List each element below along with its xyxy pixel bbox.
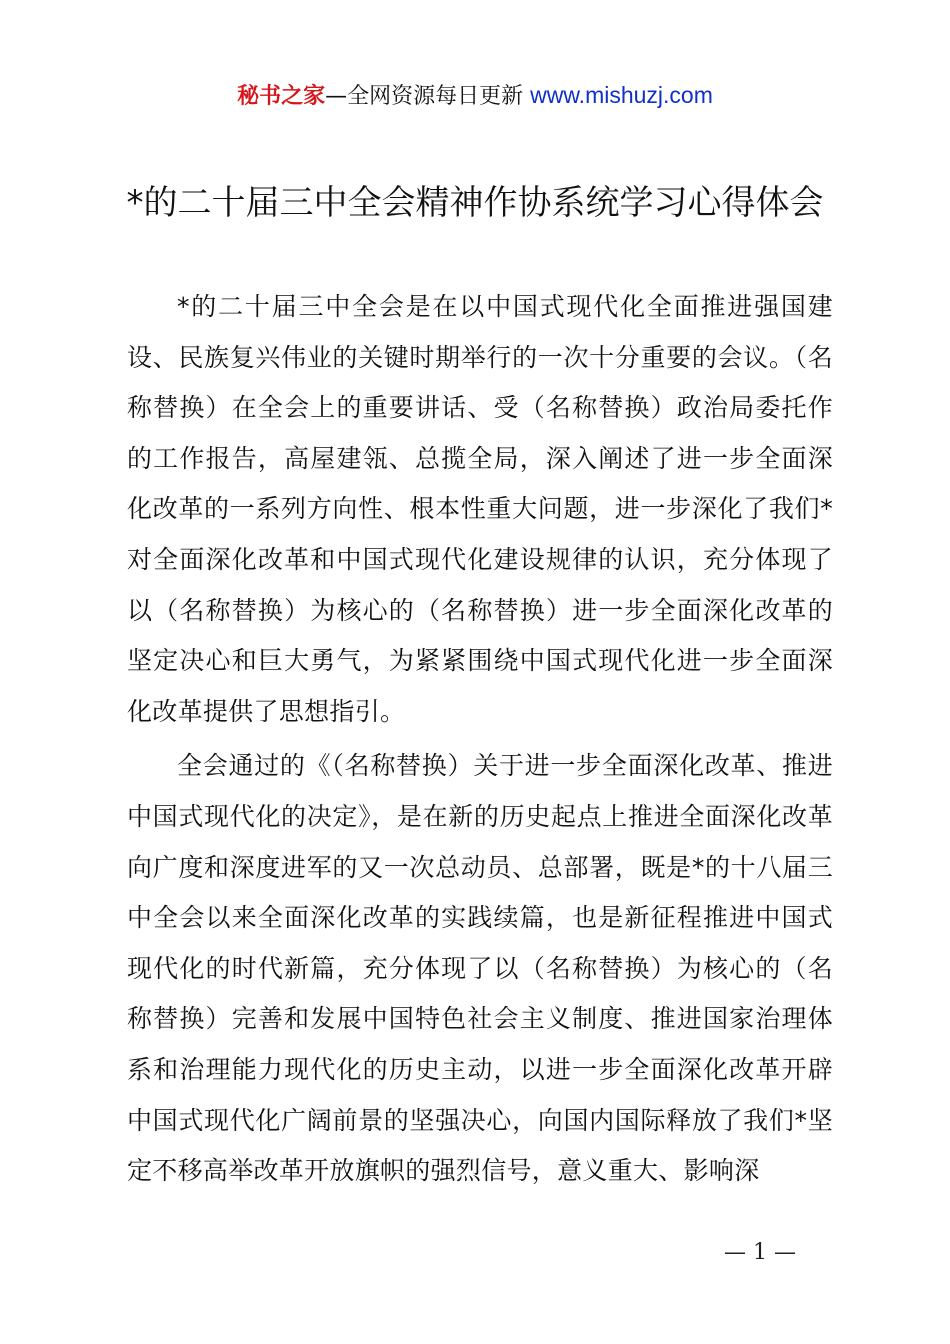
site-header (0, 78, 950, 114)
document-title: *的二十届三中全会精神作协系统学习心得体会 (126, 183, 824, 223)
header-tagline: —全网资源每日更新 (325, 84, 531, 109)
brand-name: 秘书之家 (237, 84, 326, 109)
document-body (127, 282, 833, 1201)
paragraph: *的二十届三中全会是在以中国式现代化全面推进强国建设、民族复兴伟业的关键时期举行的一次十分重要的会议。（名称替换）在全会上的重要讲话、受（名称替换）政治局委托作的工作报告，高屋建瓴、总揽全局，深入阐述了进一步全面深化改革的一系列方向性、根本性重大问题，进一步深化了我们*对全面深化改革和中国式现代化建设规律的认识，充分体现了以（名称替换）为核心的（名称替换）进一步全面深化改革的坚定决心和巨大勇气，为紧紧围绕中国式现代化进一步全面深化改革提供了思想指引。 (127, 292, 833, 726)
page-number: — 1 — (724, 1240, 796, 1265)
site-url-link[interactable]: www.mishuzj.com (530, 82, 713, 108)
paragraph: 全会通过的《（名称替换）关于进一步全面深化改革、推进中国式现代化的决定》，是在新的历史起点上推进全面深化改革向广度和深度进军的又一次总动员、总部署，既是*的十八届三中全会以来全面深化改革的实践续篇，也是新征程推进中国式现代化的时代新篇，充分体现了以（名称替换）为核心的（名称替换）完善和发展中国特色社会主义制度、推进国家治理体系和治理能力现代化的历史主动，以进一步全面深化改革开辟中国式现代化广阔前景的坚强决心，向国内国际释放了我们*坚定不移高举改革开放旗帜的强烈信号，意义重大、影响深 (127, 751, 833, 1186)
